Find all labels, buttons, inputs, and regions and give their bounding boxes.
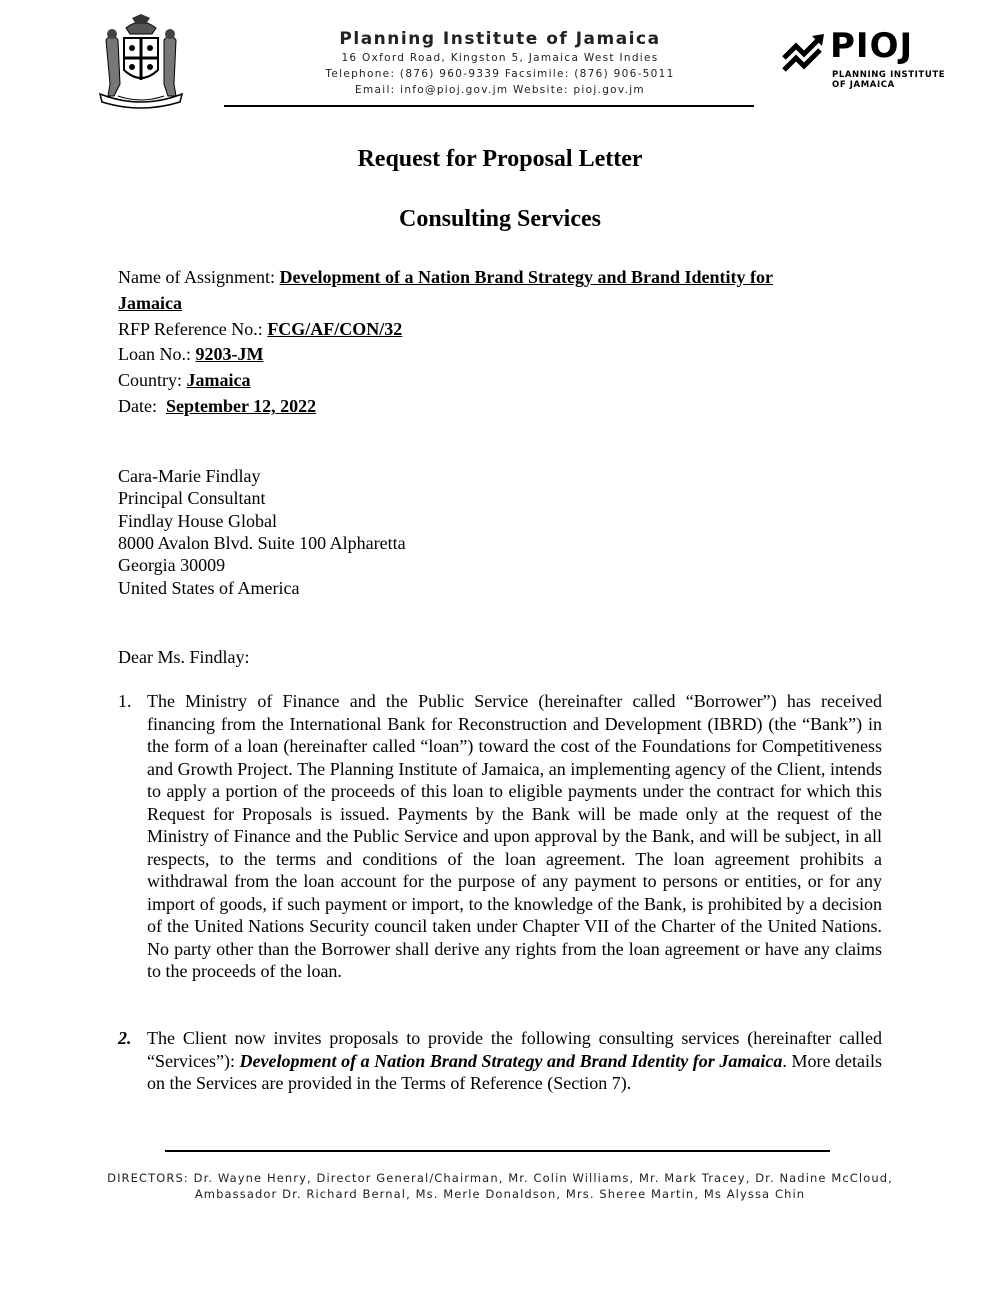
letterhead — [230, 28, 770, 98]
recipient-company: Findlay House Global — [118, 511, 277, 531]
recipient-name: Cara-Marie Findlay — [118, 466, 261, 486]
recipient-state-zip: Georgia 30009 — [118, 555, 226, 575]
rfp-reference-value: FCG/AF/CON/32 — [267, 319, 403, 339]
pioj-logo-word: PIOJ — [830, 26, 914, 66]
assignment-name-value: Development of a Nation Brand Strategy and Brand Identity for — [279, 267, 773, 287]
salutation: Dear Ms. Findlay: — [118, 647, 250, 667]
paragraph-1: The Ministry of Finance and the Public Service (hereinafter called “Borrower”) has received financing from the International Bank for Reconstruction and Development (IBRD) (the “Bank”) in the form of a loan (hereinafter called “loan”) toward the cost of the Foundations for Competitiveness and Growth Project. The Planning Institute of Jamaica, an implementing agency of the Client, intends to apply a portion of the proceeds of this loan to eligible payments under the contract for which this Request for Proposals is issued. Payments by the Bank will be made only at the request of the Ministry of Finance and the Public Service and upon approval by the Bank, and will be subject, in all respects, to the terms and conditions of the loan agreement. The loan agreement prohibits a withdrawal from the loan account for the purpose of any payment to persons or entities, or for any import of goods, if such payment or import, to the knowledge of the Bank, is prohibited by a decision of the United Nations Security council taken under Chapter VII of the Charter of the United Nations. No party other than the Borrower shall derive any rights from the loan agreement or have any claims to the proceeds of the loan. — [147, 691, 882, 981]
rfp-reference-label: RFP Reference No.: — [118, 319, 268, 339]
header-divider — [224, 105, 754, 107]
coat-of-arms-logo — [96, 14, 186, 110]
pioj-chevron-logo-icon — [782, 30, 828, 76]
recipient-title: Principal Consultant — [118, 488, 266, 508]
assignment-name-value-2: Jamaica — [118, 293, 182, 313]
rfp-reference-line — [118, 318, 402, 340]
assignment-name-line — [118, 266, 773, 288]
organization-email: Email: info@pioj.gov.jm Website: pioj.gov.jm — [355, 84, 645, 96]
assignment-name-label: Name of Assignment: — [118, 267, 280, 287]
country-line — [118, 369, 251, 391]
organization-address: 16 Oxford Road, Kingston 5, Jamaica West Indies — [341, 52, 659, 64]
document-title: Request for Proposal Letter — [357, 146, 643, 172]
organization-phone: Telephone: (876) 960-9339 Facsimile: (876) 906-5011 — [325, 68, 675, 80]
loan-number-value: 9203-JM — [195, 344, 264, 364]
date-label: Date: — [118, 396, 166, 416]
paragraph-2-intro: The Client now invites proposals to provide the following consulting services (hereinafter called “Services”): — [147, 1028, 882, 1071]
pioj-logo-subtitle-1: PLANNING INSTITUTE — [832, 70, 946, 80]
recipient-street: 8000 Avalon Blvd. Suite 100 Alpharetta — [118, 533, 406, 553]
organization-name: Planning Institute of Jamaica — [339, 29, 661, 49]
pioj-logo-subtitle-2: OF JAMAICA — [832, 80, 895, 90]
directors-line-1: DIRECTORS: Dr. Wayne Henry, Director General/Chairman, Mr. Colin Williams, Mr. Mark Tracey, Dr. Nadine McCloud, — [107, 1171, 893, 1185]
date-line — [118, 395, 316, 417]
paragraph-2-assignment-name: Development of a Nation Brand Strategy and Brand Identity for Jamaica — [239, 1050, 783, 1071]
loan-number-label: Loan No.: — [118, 344, 196, 364]
recipient-country: United States of America — [118, 578, 300, 598]
paragraph-1-number: 1. — [118, 691, 132, 711]
loan-number-line — [118, 343, 263, 365]
country-value: Jamaica — [186, 370, 251, 390]
paragraph-2 — [147, 1027, 882, 1095]
country-label: Country: — [118, 370, 187, 390]
footer-divider — [165, 1150, 830, 1152]
assignment-name-continuation — [118, 292, 182, 314]
document-subtitle: Consulting Services — [398, 206, 601, 232]
paragraph-2-number: 2. — [118, 1028, 132, 1048]
directors-line-2: Ambassador Dr. Richard Bernal, Ms. Merle Donaldson, Mrs. Sheree Martin, Ms Alyssa Chin — [194, 1187, 806, 1201]
directors-footer — [100, 1170, 900, 1202]
paragraph-2-details: . More details on the Services are provided in the Terms of Reference (Section 7). — [147, 1050, 883, 1093]
date-value: September 12, 2022 — [165, 396, 317, 416]
